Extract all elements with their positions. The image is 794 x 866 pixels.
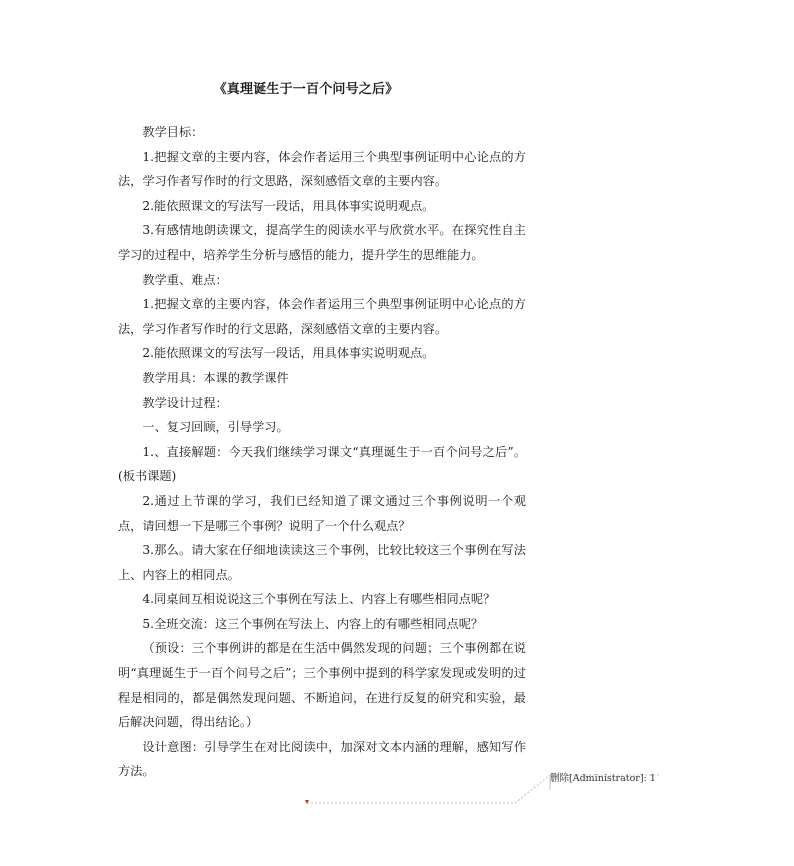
paragraph-step-5: 5.全班交流：这三个事例在写法上、内容上的有哪些相同点呢？: [142, 616, 484, 631]
paragraph-teaching-tools: 教学用具：本课的教学课件: [142, 370, 289, 385]
paragraph-teaching-goals-heading: 教学目标：: [142, 125, 204, 139]
document-title: 《真理诞生于一百个问号之后》: [213, 82, 399, 97]
paragraph-key-point-1: 1.把握文章的主要内容，体会作者运用三个典型事例证明中心论点的方法，学习作者写作时的行文思路，深刻感悟文章的主要内容。: [118, 297, 526, 336]
paragraph-preset: （预设：三个事例讲的都是在生活中偶然发现的问题；三个事例都在说明“真理诞生于一百个问号之后”；三个事例中提到的科学家发现或发明的过程是相同的，都是偶然发现问题、不断追问，在进行反复的研究和实验，最后解决问题，得出结论。）: [118, 641, 526, 730]
paragraph-step-1: 1.、直接解题：今天我们继续学习课文“真理诞生于一百个问号之后”。(板书课题): [118, 444, 526, 484]
paragraph-step-3: 3.那么。请大家在仔细地读读这三个事例，比较比较这三个事例在写法上、内容上的相同点。: [118, 543, 526, 582]
paragraph-design-intent: 设计意图：引导学生在对比阅读中，加深对文本内涵的理解，感知写作方法。: [118, 739, 526, 779]
paragraph-goal-2: 2.能依照课文的写法写一段话，用具体事实说明观点。: [142, 198, 435, 213]
paragraph-section-1: 一、复习回顾，引导学习。: [142, 420, 289, 435]
paragraph-step-4: 4.同桌间互相说说这三个事例在写法上、内容上有哪些相同点呢？: [142, 592, 496, 607]
paragraph-goal-3: 3.有感情地朗读课文，提高学生的阅读水平与欣赏水平。在探究性自主学习的过程中，培养学生分析与感悟的能力，提升学生的思维能力。: [118, 223, 526, 262]
paragraph-key-points-heading: 教学重、难点：: [142, 272, 228, 287]
paragraph-step-2: 2.通过上节课的学习，我们已经知道了课文通过三个事例说明一个观点，请回想一下是哪三个事例？说明了一个什么观点？: [118, 493, 526, 533]
revision-comment[interactable]: 删除[Administrator]: 1: [550, 773, 656, 784]
paragraph-goal-1: 1.把握文章的主要内容，体会作者运用三个典型事例证明中心论点的方法，学习作者写作时的行文思路，深刻感悟文章的主要内容。: [118, 149, 526, 189]
paragraph-key-point-2: 2.能依照课文的写法写一段话，用具体事实说明观点。: [142, 346, 435, 361]
paragraph-process-heading: 教学设计过程：: [142, 395, 228, 410]
comment-anchor-marker[interactable]: [305, 800, 309, 804]
